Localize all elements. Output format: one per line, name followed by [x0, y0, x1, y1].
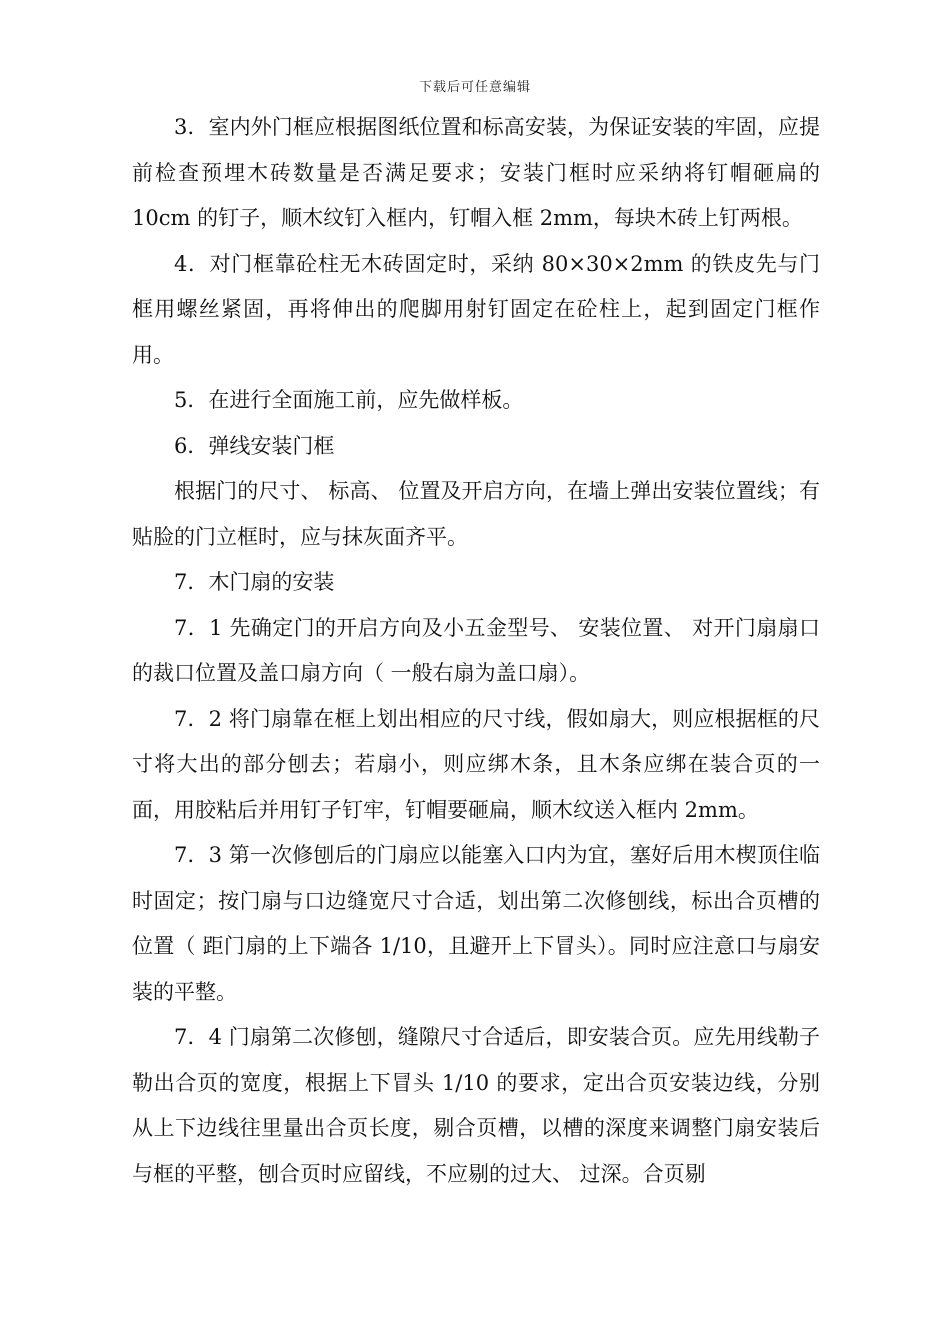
- page-header: 下载后可任意编辑: [418, 80, 531, 95]
- paragraph-7-1: 7．1 先确定门的开启方向及小五金型号、 安装位置、 对开门扇扇口的裁口位置及盖口扇方向（ 一般右扇为盖口扇）。: [132, 615, 820, 685]
- paragraph-7-4: 7．4 门扇第二次修刨，缝隙尺寸合适后，即安装合页。应先用线勒子勒出合页的宽度，根据上下冒头 1/10 的要求，定出合页安装边线，分别从上下边线往里量出合页长度，剔合页槽，以槽的深度来调整门扇安装后与框的平整，刨合页时应留线，不应剔的过大、 过深。合页剔: [132, 1025, 820, 1186]
- document-body: [132, 105, 820, 1197]
- paragraph-3: 3．室内外门框应根据图纸位置和标高安装，为保证安装的牢固，应提前检查预埋木砖数量是否满足要求；安装门框时应采纳将钉帽砸扁的 10cm 的钉子，顺木纹钉入框内，钉帽入框 2mm，每块木砖上钉两根。: [132, 115, 820, 230]
- paragraph-5: 5．在进行全面施工前，应先做样板。: [174, 388, 524, 412]
- paragraph-7-3: 7．3 第一次修刨后的门扇应以能塞入口内为宜，塞好后用木楔顶住临时固定；按门扇与口边缝宽尺寸合适，划出第二次修刨线，标出合页槽的位置（ 距门扇的上下端各 1/10，且避开上下冒头）。同时应注意口与扇安装的平整。: [132, 843, 820, 1004]
- paragraph-7-heading: 7．木门扇的安装: [174, 570, 335, 594]
- paragraph-6-body: 根据门的尺寸、 标高、 位置及开启方向，在墙上弹出安装位置线；有贴脸的门立框时，应与抹灰面齐平。: [132, 479, 820, 549]
- paragraph-4: 4．对门框靠砼柱无木砖固定时，采纳 80×30×2mm 的铁皮先与门框用螺丝紧固，再将伸出的爬脚用射钉固定在砼柱上，起到固定门框作用。: [132, 251, 820, 367]
- paragraph-7-2: 7．2 将门扇靠在框上划出相应的尺寸线，假如扇大，则应根据框的尺寸将大出的部分刨去；若扇小，则应绑木条，且木条应绑在装合页的一面，用胶粘后并用钉子钉牢，钉帽要砸扁，顺木纹送入框内 2mm。: [132, 706, 820, 822]
- paragraph-6-heading: 6．弹线安装门框: [174, 433, 335, 458]
